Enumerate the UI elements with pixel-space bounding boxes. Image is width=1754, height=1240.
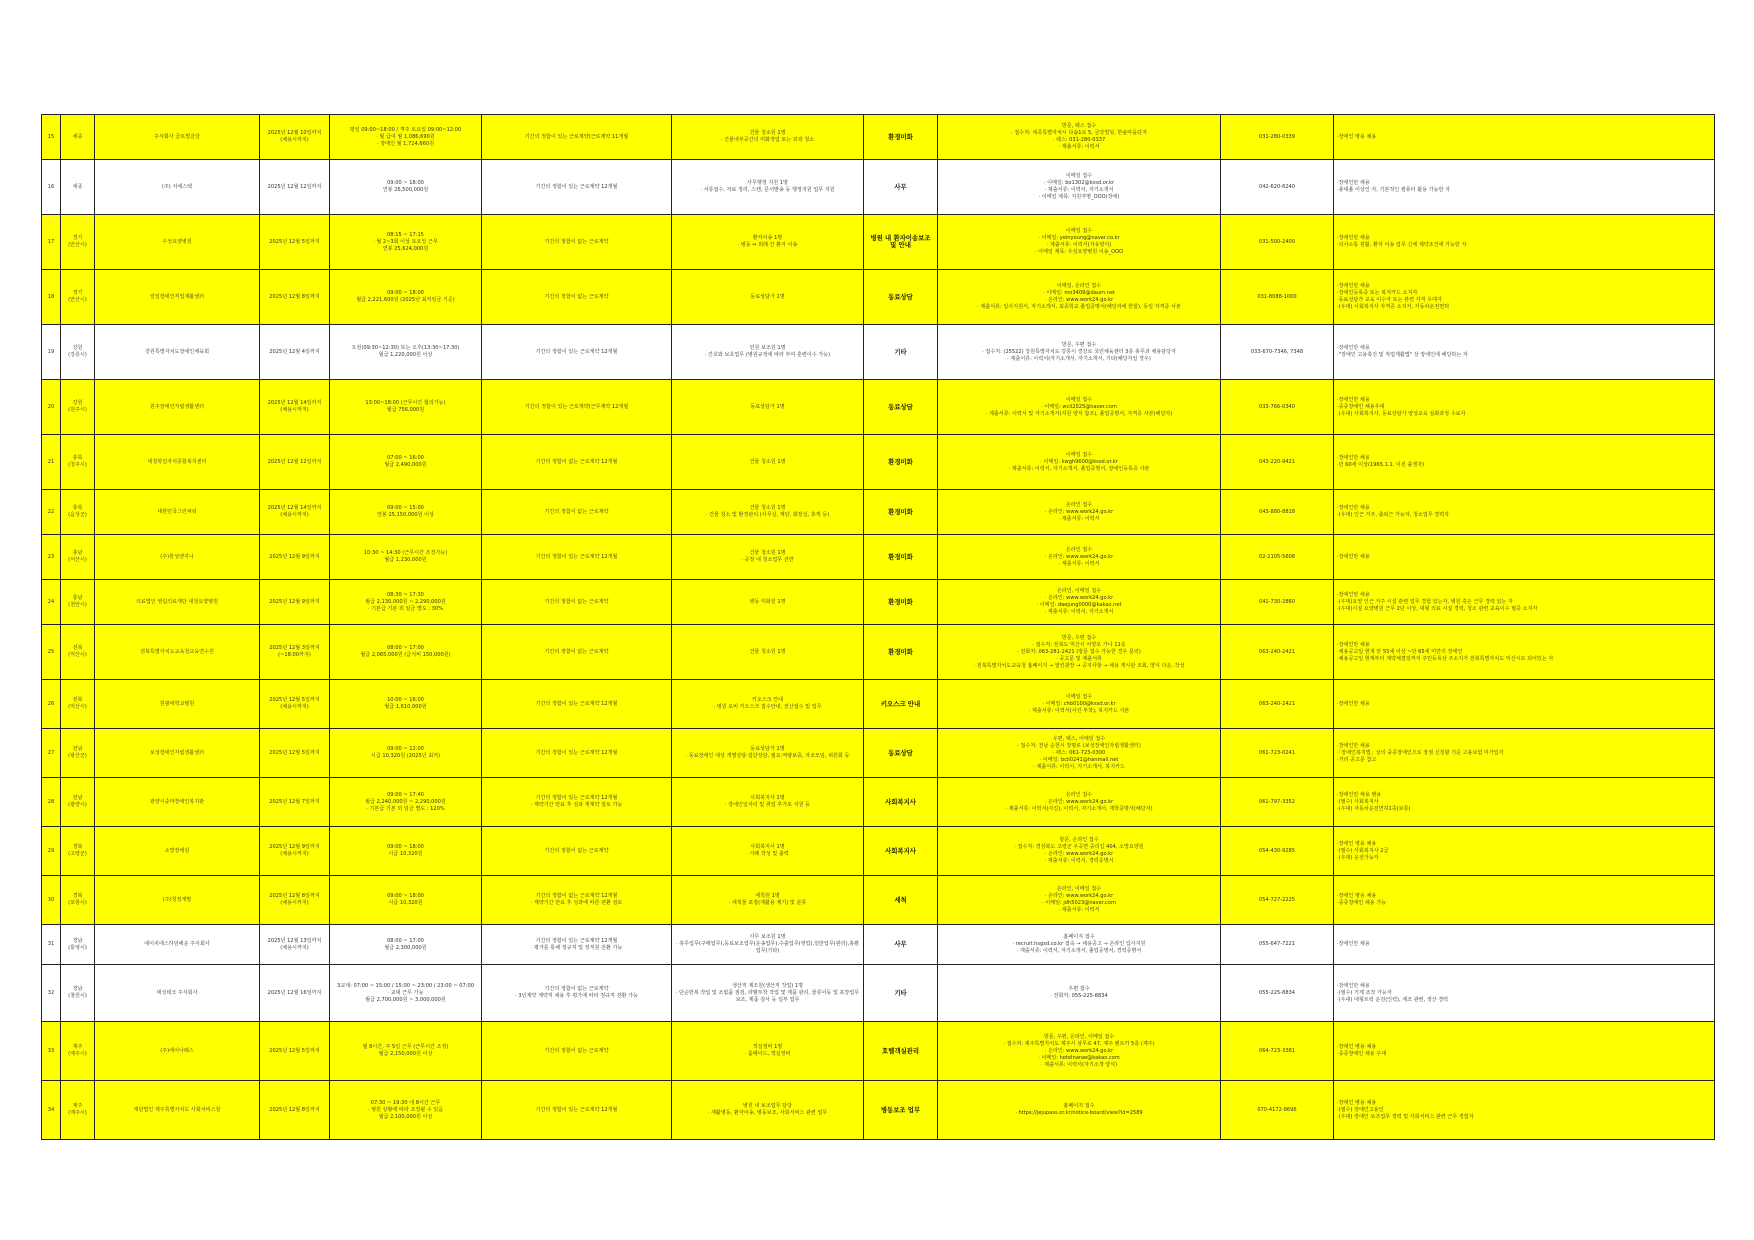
hours-wage-cell: 3교대: 07:00 ~ 15:00 / 15:00 ~ 23:00 / 23:00 ~ 07:00 · 교대 근무 가능 월급 2,700,000원 ~ 3,000,000원 <box>330 965 482 1022</box>
hours-wage-cell: 월 8시간, 주 5일 근무 (근무시간 조정) 월급 2,150,000원 이상 <box>330 1022 482 1081</box>
table-row <box>42 965 1715 1022</box>
row-number: 33 <box>42 1022 61 1081</box>
application-cell: 방문, 우편, 온라인, 이메일 접수 · 접수처: 제주특별자치도 제주시 삼무로 47, 제주 렌트카 5층 (제주) · 온라인: www.work24.go.kr · 이메일: hotelnarae@kakao.com · 제출서류: 이력서(자기소개 양식) <box>938 1022 1221 1081</box>
table-row <box>42 680 1715 729</box>
note-cell: ·장애인만 채용 <box>1334 925 1715 965</box>
note-cell: ·장애인만 채용 ·의사소통 원활, 환자 이송 업무 신체 제약조건에 가능한 자 <box>1334 215 1715 270</box>
row-number: 18 <box>42 270 61 325</box>
note-cell: ·장애인 병용 채용 ·(필수) 사회복지사 2급 ·(우대) 운전가능자 <box>1334 827 1715 876</box>
application-cell: 온라인 접수 · 온라인: www.work24.go.kr · 제출서류: 이력서 <box>938 535 1221 580</box>
hours-wage-cell: 07:00 ~ 16:00 월급 2,490,000원 <box>330 435 482 490</box>
duty-cell: 건물 청소원 1명 · 건물 청소 및 환경관리 (사무실, 계단, 화장실, 휴게 등) <box>672 490 864 535</box>
duty-cell: 동료상담가 1명 <box>672 270 864 325</box>
hours-wage-cell: 13:00~18:00 (근무시간 협의가능) 월급 756,000원 <box>330 380 482 435</box>
region-cell: 경북 (포항시) <box>61 876 95 925</box>
note-cell: ·장애인만 채용 ·중증장애인 채용우대 ·(우대) 사회복지사, 동료상담가 양성교육 심화과정 수료자 <box>1334 380 1715 435</box>
hours-wage-cell: 08:00 ~ 17:00 월급 2,300,000원 <box>330 925 482 965</box>
region-cell: 제주 (제주시) <box>61 1022 95 1081</box>
contract-cell: 기간의 정함이 없는 근로계약 <box>482 490 672 535</box>
table-row <box>42 325 1715 380</box>
region-cell: 경남 (창원시) <box>61 965 95 1022</box>
application-cell: 홈페이지 접수 · recruit.hsgsd.co.kr 접속 → 채용공고 → 온라인 입사지원 · 제출서류: 이력서, 자기소개서, 졸업증명서, 경력증명서 <box>938 925 1221 965</box>
hours-wage-cell: 08:15 ~ 17:15 · 월 2~3회 이상 토요일 근무 연봉 25,624,000원 <box>330 215 482 270</box>
note-cell: ·장애인만 채용 ·(우대) 인근 거주, 출퇴근 가능자, 청소업무 경력자 <box>1334 490 1715 535</box>
category-cell: 동료상담 <box>864 729 938 778</box>
row-number: 31 <box>42 925 61 965</box>
phone-cell: 054-430-9285 <box>1221 827 1334 876</box>
company-cell: 전북특별자치도교육청교육연수원 <box>95 625 260 680</box>
row-number: 26 <box>42 680 61 729</box>
row-number: 17 <box>42 215 61 270</box>
phone-cell: 061-797-3352 <box>1221 778 1334 827</box>
region-cell: 충남 (천안시) <box>61 580 95 625</box>
contract-cell: 기간의 정함이 없는 근로계약 <box>482 580 672 625</box>
contract-cell: 기간의 정함이 없는 근로계약 12개월 <box>482 435 672 490</box>
company-cell: 원광대학교병원 <box>95 680 260 729</box>
contract-cell: 기간의 정함이 없는 근로계약 · 3년계약 계약직 채용 후 평가에 따라 정규직 전환 가능 <box>482 965 672 1022</box>
application-cell: 이메일, 온라인 접수 · 이메일: mo3409@daum.net · 온라인: www.work24.go.kr · 제출서류: 입사지원서, 자기소개서, 최종학교 졸업증명서(해당자에 한함), 동일 자격증 사본 <box>938 270 1221 325</box>
company-cell: (주)한성엔지니 <box>95 535 260 580</box>
company-cell: 강원특별자치도장애인체육회 <box>95 325 260 380</box>
deadline-cell: 2025년 12월 9일까지 <box>260 535 330 580</box>
table-row <box>42 729 1715 778</box>
region-cell: 충북 (음성군) <box>61 490 95 535</box>
deadline-cell: 2025년 12월 5일까지 <box>260 215 330 270</box>
deadline-cell: 2025년 12월 8일까지 <box>260 270 330 325</box>
region-cell: 경기 (안산시) <box>61 270 95 325</box>
note-cell: ·장애인만 채용 ·만 60세 이상(1965.1.1. 이전 출생자) <box>1334 435 1715 490</box>
row-number: 30 <box>42 876 61 925</box>
phone-cell: 02-2105-5608 <box>1221 535 1334 580</box>
company-cell: 재단법인 제주특별자치도 사회서비스원 <box>95 1081 260 1140</box>
table-row <box>42 925 1715 965</box>
deadline-cell: 2025년 12월 14일까지 (채용시까지) <box>260 490 330 535</box>
deadline-cell: 2025년 12월 16일까지 <box>260 965 330 1022</box>
deadline-cell: 2025년 12월 14일까지 (채용시까지) <box>260 380 330 435</box>
deadline-cell: 2025년 12월 4일까지 <box>260 325 330 380</box>
phone-cell: 033-766-0340 <box>1221 380 1334 435</box>
contract-cell: 기간의 정함이 없는 근로계약 12개월 · 계약기간 만료 후 성과에 따른 전환 검토 <box>482 876 672 925</box>
category-cell: 사무 <box>864 925 938 965</box>
phone-cell: 043-220-9421 <box>1221 435 1334 490</box>
duty-cell: 건물 청소원 1명 <box>672 625 864 680</box>
hours-wage-cell: 10:00 ~ 16:00 월급 1,610,000원 <box>330 680 482 729</box>
category-cell: 환경미화 <box>864 115 938 160</box>
application-cell: 이메일 접수 · 이메일: bo1302@kssd.or.kr · 제출서류: 이력서, 자기소개서 · 이메일 제목: 지원자명_OOO(장애) <box>938 160 1221 215</box>
application-cell: 온라인, 이메일 접수 · 온라인: www.work24.go.kr · 이메일: jdh5023@naver.com · 제출서류: 이력서 <box>938 876 1221 925</box>
table-row <box>42 535 1715 580</box>
category-cell: 키오스크 안내 <box>864 680 938 729</box>
duty-cell: 건물 청소원 1명 · 공장 내 청소업무 전반 <box>672 535 864 580</box>
category-cell: 동료상담 <box>864 270 938 325</box>
table-row <box>42 1081 1715 1140</box>
hours-wage-cell: 08:30 ~ 17:30 월급 2,130,000원 ~ 2,290,000원 · 기본급 기본 외 임금 별도 : 30% <box>330 580 482 625</box>
region-cell: 전북 (익산시) <box>61 680 95 729</box>
table-row <box>42 625 1715 680</box>
contract-cell: 기간의 정함이 있는 근로계약 12개월 <box>482 325 672 380</box>
table-row <box>42 490 1715 535</box>
company-cell: 에이치에스하임해운 주식회사 <box>95 925 260 965</box>
row-number: 32 <box>42 965 61 1022</box>
deadline-cell: 2025년 12월 10일까지 (채용시까지) <box>260 115 330 160</box>
hours-wage-cell: 09:00 ~ 15:00 연봉 25,150,000원 이상 <box>330 490 482 535</box>
table-row <box>42 115 1715 160</box>
category-cell: 환경미화 <box>864 535 938 580</box>
application-cell: 이메일 접수 · 이메일: kwgh9600@kssd.or.kr · 제출서류: 이력서, 자기소개서, 졸업증명서, 장애인등록증 사본 <box>938 435 1221 490</box>
hours-wage-cell: 오전(09:30~12:30) 또는 오후(13:30~17:30) 월급 1,220,000원 이상 <box>330 325 482 380</box>
hours-wage-cell: 08:00 ~ 17:00 월급 2,065,000원 (급식비 150,000원) <box>330 625 482 680</box>
contract-cell: 기간의 정함이 있는 근로계약 12개월 <box>482 535 672 580</box>
hours-wage-cell: 09:00 ~ 18:00 시급 10,320원 <box>330 827 482 876</box>
duty-cell: 객실정비 1명 · 룸메이드, 객실정비 <box>672 1022 864 1081</box>
company-cell: 우성요양병원 <box>95 215 260 270</box>
hours-wage-cell: 09:00 ~ 18:00 월급 2,221,600원 (2025년 최저임금 기준) <box>330 270 482 325</box>
application-cell: 이메일 접수 · 이메일: yeinyoung@naver.co.kr · 제출서류: 이력서(자유양식) · 이메일 제목: 우성요양병원 이송_OOO <box>938 215 1221 270</box>
row-number: 21 <box>42 435 61 490</box>
duty-cell: 병원 내 보조업무 담당 · 재활병동, 환자이송, 병동보조, 사회서비스 관련 업무 <box>672 1081 864 1140</box>
duty-cell: 민원 보조원 1명 · 간호와 보호업무 (병원규정에 따라 부여 훈련이수 가능) <box>672 325 864 380</box>
note-cell: ·장애인만 채용 ·(우대)요양 인근 거주 시설 관련 업무 경험 있는자, 병원 혹은 근무 경력 있는 자 ·(우대)시설 요양병원 근무 2년 이상, 대형 의료 시설 경력, 청소 관련 교육이수 필증 소지자 <box>1334 580 1715 625</box>
hours-wage-cell: 10:30 ~ 14:30 (근무시간 조정가능) 월급 1,230,000원 <box>330 535 482 580</box>
row-number: 27 <box>42 729 61 778</box>
table-row <box>42 160 1715 215</box>
company-cell: 일일장애인직업재활센터 <box>95 270 260 325</box>
note-cell: ·장애인 병용 채용 <box>1334 115 1715 160</box>
category-cell: 기타 <box>864 965 938 1022</box>
application-cell: 온라인 접수 · 온라인: www.work24.go.kr · 제출서류: 이력서 <box>938 490 1221 535</box>
note-cell: ·장애인만 채용 ·(필수) 기계 조작 가능자 ·(우대) 대형트럭 운전(인력), 제조 관련, 생산 경력 <box>1334 965 1715 1022</box>
application-cell: 우편 접수 · 전화처: 055-225-8834 <box>938 965 1221 1022</box>
application-cell: 홈페이지 접수 · https://jejupass.or.kr/notice-board/view?id=2589 <box>938 1081 1221 1140</box>
phone-cell: 061-723-0241 <box>1221 729 1334 778</box>
hours-wage-cell: 09:00 ~ 18:00 시급 10,320원 <box>330 876 482 925</box>
region-cell: 제주 (제주시) <box>61 1081 95 1140</box>
phone-cell: 042-620-6240 <box>1221 160 1334 215</box>
duty-cell: 사무행정 지원 1명 · 서류접수, 자료 정리, 스캔, 문서발송 등 행정지원 업무 지원 <box>672 160 864 215</box>
category-cell: 세척 <box>864 876 938 925</box>
company-cell: 의료법인 영림의료재단 대청요양병원 <box>95 580 260 625</box>
contract-cell: 기간의 정함이 있는 근로계약(근무계약 12개월 <box>482 380 672 435</box>
phone-cell: 031-280-0339 <box>1221 115 1334 160</box>
category-cell: 사회복지사 <box>864 778 938 827</box>
deadline-cell: 2025년 12월 9일까지 (채용시까지) <box>260 827 330 876</box>
row-number: 25 <box>42 625 61 680</box>
category-cell: 환경미화 <box>864 435 938 490</box>
duty-cell: 건물 청소원 1명 <box>672 435 864 490</box>
region-cell: 경북 (고령군) <box>61 827 95 876</box>
hours-wage-cell: 09:00 ~ 18:00 연봉 26,500,000원 <box>330 160 482 215</box>
note-cell: ·장애인만 채용 ·"장애인 고용촉진 및 직업재활법" 상 장애인에 해당하는 자 <box>1334 325 1715 380</box>
duty-cell: 환자이송 1명 · 병동 ↔ 외래 간 환자 이송 <box>672 215 864 270</box>
hours-wage-cell: 09:00 ~ 12:00 시급 10,320원 (2025년 최저) <box>330 729 482 778</box>
note-cell: ·장애인만 채용 ·채용공고일 현재 만 55세 이상 ~만 65세 미만의 장애인 ·채용공고일 현재부터 계약체결일까지 주민등록상 주소지가 전북특별자치도 익산시로 되어있는 자 <box>1334 625 1715 680</box>
deadline-cell: 2025년 12월 9일까지 <box>260 580 330 625</box>
category-cell: 환경미화 <box>864 625 938 680</box>
deadline-cell: 2025년 12월 12일까지 <box>260 160 330 215</box>
deadline-cell: 2025년 12월 8일까지 (채용시까지) <box>260 876 330 925</box>
row-number: 20 <box>42 380 61 435</box>
duty-cell: 생산직 제조원(생산직 작업) 1명 · 단순반복 작업 및 조립품 점검, 라벨부착 작업 및 제품 관리, 물류이동 및 포장업무 보조, 제품 검사 등 일부 업무 <box>672 965 864 1022</box>
region-cell: 전남 (광산군) <box>61 729 95 778</box>
phone-cell: 063-240-2421 <box>1221 625 1334 680</box>
deadline-cell: 2025년 12월 8일까지 <box>260 1081 330 1140</box>
company-cell: (주)에이나래스 <box>95 1022 260 1081</box>
duty-cell: 사무 보조원 1명 · 휴무업무(구매업무),동료보조업무(운송업무),수출업무(영업),일반업무(관리),총괄업무(기타) <box>672 925 864 965</box>
contract-cell: 기간의 정함이 있는 근로계약 12개월 · 계약기간 만료 후 성과 재계약 검토 가능 <box>482 778 672 827</box>
note-cell: ·장애인만 채용 ·장애인등록증 또는 복지카드 소지자 ·동료상담가 교육 이수자 또는 관련 자격 우대자 ·(우대) 사회복지사 자격증 소지자, 자동차운전면허 <box>1334 270 1715 325</box>
company-cell: 대청학일자치종합복지센터 <box>95 435 260 490</box>
hours-wage-cell: 평일 09:00~18:00 / 격주 토요일 09:00~12:00 · 월 급여 월 1,086,690원 · 장애인 월 1,724,660원 <box>330 115 482 160</box>
table-row <box>42 876 1715 925</box>
region-cell: 전남 (광양시) <box>61 778 95 827</box>
row-number: 16 <box>42 160 61 215</box>
row-number: 24 <box>42 580 61 625</box>
category-cell: 병동보조 업무 <box>864 1081 938 1140</box>
application-cell: 온라인 접수 · 온라인: www.work24.go.kr · 제출서류: 이력서(사진), 이력서, 자기소개서, 재학증명서(해당자) <box>938 778 1221 827</box>
duty-cell: 병동 미화원 1명 <box>672 580 864 625</box>
category-cell: 사회복지사 <box>864 827 938 876</box>
row-number: 22 <box>42 490 61 535</box>
region-cell: 충남 (서산시) <box>61 535 95 580</box>
duty-cell: 키오스크 안내 · 병원 로비 키오스크 접수안내, 전산접수 및 업무 <box>672 680 864 729</box>
duty-cell: 동료상담가 1명 <box>672 380 864 435</box>
contract-cell: 기간의 정함이 있는 근로계약 12개월 <box>482 160 672 215</box>
row-number: 29 <box>42 827 61 876</box>
application-cell: 우편, 팩스, 이메일 접수 · 접수처: 전남 순천시 장평로 (보성장애인자립생활센터) · 팩스: 061-723-0300 · 이메일: bcil0241@hanmail.net · 제출서류: 이력서, 자기소개서, 복지카드 <box>938 729 1221 778</box>
category-cell: 환경미화 <box>864 490 938 535</box>
duty-cell: 사회복지사 1명 · 사례 작성 및 출력 <box>672 827 864 876</box>
table-row <box>42 215 1715 270</box>
company-cell: (주) 지에스텍 <box>95 160 260 215</box>
table-row <box>42 778 1715 827</box>
phone-cell: 055-647-7221 <box>1221 925 1334 965</box>
contract-cell: 기간의 정함이 없는 근로계약 <box>482 827 672 876</box>
company-cell: 광양시중마장애인복지관 <box>95 778 260 827</box>
note-cell: ·장애인만 채용 <box>1334 535 1715 580</box>
phone-cell: 055-225-8834 <box>1221 965 1334 1022</box>
note-cell: ·장애인 병용 채용 ·중증장애인 채용 가능 <box>1334 876 1715 925</box>
company-cell: 보성장애인자립생활센터 <box>95 729 260 778</box>
phone-cell: 031-8088-1000 <box>1221 270 1334 325</box>
job-listing-table <box>41 114 1715 1140</box>
phone-cell: 043-880-8818 <box>1221 490 1334 535</box>
contract-cell: 기간의 정함이 있는 근로계약(근로계약 11개월 <box>482 115 672 160</box>
duty-cell: 사회복지사 1명 · 장애인일자리 및 취업 추가로 지원 등 <box>672 778 864 827</box>
contract-cell: 기간의 정함이 없는 근로계약 <box>482 215 672 270</box>
company-cell: 태성테크 주식회사 <box>95 965 260 1022</box>
phone-cell: 063-240-2421 <box>1221 680 1334 729</box>
deadline-cell: 2025년 12월 5일까지 <box>260 1022 330 1081</box>
deadline-cell: 2025년 12월 7일까지 <box>260 778 330 827</box>
row-number: 34 <box>42 1081 61 1140</box>
region-cell: 충북 (청주시) <box>61 435 95 490</box>
hours-wage-cell: 07:30 ~ 19:30 내 8시간 근무 · 병원 상황에 따라 조정될 수 있음 월급 2,100,000원 이상 <box>330 1081 482 1140</box>
row-number: 23 <box>42 535 61 580</box>
note-cell: ·장애인 병용 채용 ·(필수) 장애인고용인 ·(우대) 장애인 보조업무 경력 및 사회서비스 관련 근무 경험자 <box>1334 1081 1715 1140</box>
company-cell: (주)청정개발 <box>95 876 260 925</box>
category-cell: 병원 내 환자이송보조 및 안내 <box>864 215 938 270</box>
note-cell: ·장애인만 채용 병용 ·(필수) 사회복지사 ·(우대) 자동차운전면허1종(보통) <box>1334 778 1715 827</box>
duty-cell: 세척원 1명 · 세척물 포장(재활용 제기) 및 분류 <box>672 876 864 925</box>
table-row <box>42 270 1715 325</box>
table-row <box>42 435 1715 490</box>
duty-cell: 건물 청소원 1명 · 건물내부공간의 미화작업 또는 외곽 청소 <box>672 115 864 160</box>
application-cell: 방문, 우편 접수 · 접수처: (25522) 강원특별자치도 강릉시 경강로 국민체육센터 3층 총무과 채용담당자 · 제출서류: 이력서(자기소개서, 자기소개서, 기타(해당자일 경우) <box>938 325 1221 380</box>
phone-cell: 064-723-3381 <box>1221 1022 1334 1081</box>
row-number: 15 <box>42 115 61 160</box>
contract-cell: 기간의 정함이 있는 근로계약 12개월 <box>482 680 672 729</box>
application-cell: 이메일 접수 · 이메일: wcil2025@naver.com · 제출서류: 이력서 및 자기소개서(지원 양식 참조), 졸업증명서, 자격증 사본(해당자) <box>938 380 1221 435</box>
table-row <box>42 1022 1715 1081</box>
table-row <box>42 827 1715 876</box>
deadline-cell: 2025년 12월 3일까지 (~18:00까지) <box>260 625 330 680</box>
phone-cell: 031-500-2400 <box>1221 215 1334 270</box>
company-cell: 대한민국그린파워 <box>95 490 260 535</box>
category-cell: 호텔객실관리 <box>864 1022 938 1081</box>
row-number: 19 <box>42 325 61 380</box>
category-cell: 사무 <box>864 160 938 215</box>
row-number: 28 <box>42 778 61 827</box>
table-row <box>42 580 1715 625</box>
company-cell: 소망장애원 <box>95 827 260 876</box>
contract-cell: 기간의 정함이 있는 근로계약 12개월 <box>482 1081 672 1140</box>
table-row <box>42 380 1715 435</box>
region-cell: 강원 (강릉시) <box>61 325 95 380</box>
category-cell: 동료상담 <box>864 380 938 435</box>
company-cell: 주식회사 글로벌금강 <box>95 115 260 160</box>
region-cell: 세종 <box>61 160 95 215</box>
note-cell: ·장애인만 채용 <box>1334 680 1715 729</box>
phone-cell: 033-670-7346, 7348 <box>1221 325 1334 380</box>
company-cell: 원주장애인자립생활센터 <box>95 380 260 435</box>
application-cell: 방문, 우편 접수 · 접수처: 전북도 익산시 어양로 가나 11층 · 전화처: 063-281-2421 (방문 접수 가능한 경우 문의) · 공고문 및 제출서류 · 전북특별자치도교육청 홈페이지 → 열린광장 → 공지사항 → 채용 게시판 조회, 양식 다운, 작성 <box>938 625 1221 680</box>
application-cell: 이메일 접수 · 이메일: chb0100@kssd.or.kr · 제출서류: 이력서(사진 부착), 복지카드 사본 <box>938 680 1221 729</box>
application-cell: 방문, 온라인 접수 · 접수처: 경상북도 고령군 우곡면 중리길 404, 소망요양원 · 온라인: www.work24.go.kr · 제출서류: 이력서, 경력증명서 <box>938 827 1221 876</box>
duty-cell: 동료상담가 1명 · 동료장애인 대상 개별상담·집단상담, 필요·역량보증, 자조모임, 위원회 등 <box>672 729 864 778</box>
note-cell: ·장애인 병용 채용 ·중증장애인 채용 우대 <box>1334 1022 1715 1081</box>
deadline-cell: 2025년 12월 13일까지 (채용시까지) <box>260 925 330 965</box>
region-cell: 경기 (안산시) <box>61 215 95 270</box>
deadline-cell: 2025년 12월 12일까지 <box>260 435 330 490</box>
hours-wage-cell: 09:00 ~ 17:40 월급 2,240,000원 ~ 2,290,000원 · 기본급 기본 외 임금 별도 : 120% <box>330 778 482 827</box>
contract-cell: 기간의 정함이 있는 근로계약 12개월 <box>482 729 672 778</box>
phone-cell: 070-4172-8696 <box>1221 1081 1334 1140</box>
region-cell: 경남 (통영시) <box>61 925 95 965</box>
application-cell: 방문, 팩스 접수 · 접수처: 세종특별자치시 다솜1로 5, 금강빌딩, 한솔마을단지 · 팩스: 031-280-0337 · 제출서류: 이력서 <box>938 115 1221 160</box>
contract-cell: 기간의 정함이 없는 근로계약 <box>482 1022 672 1081</box>
category-cell: 환경미화 <box>864 580 938 625</box>
region-cell: 세종 <box>61 115 95 160</box>
phone-cell: 041-730-2860 <box>1221 580 1334 625</box>
category-cell: 기타 <box>864 325 938 380</box>
deadline-cell: 2025년 12월 5일까지 (채용시까지) <box>260 680 330 729</box>
contract-cell: 기간의 정함이 없는 근로계약 <box>482 270 672 325</box>
note-cell: ·장애인만 채용 ·총대졸 이상인 자, 기본적인 컴퓨터 활용 가능한 자 <box>1334 160 1715 215</box>
contract-cell: 기간의 정함이 있는 근로계약 12개월 · 평가를 통해 정규직 및 정직원 전환 가능 <box>482 925 672 965</box>
region-cell: 강원 (원주시) <box>61 380 95 435</box>
phone-cell: 054-727-2225 <box>1221 876 1334 925</box>
region-cell: 전북 (익산시) <box>61 625 95 680</box>
application-cell: 온라인, 이메일 접수 · 온라인: www.work24.go.kr · 이메일: daejung0000@kakao.net · 제출서류: 이력서, 자기소개서 <box>938 580 1221 625</box>
note-cell: ·장애인만 채용 ·「장애인복지법」상의 중증장애인으로 장점 신청할 기준 고용보험 미가입자 ·거리 공고문 참고 <box>1334 729 1715 778</box>
deadline-cell: 2025년 12월 5일까지 <box>260 729 330 778</box>
contract-cell: 기간의 정함이 없는 근로계약 <box>482 625 672 680</box>
